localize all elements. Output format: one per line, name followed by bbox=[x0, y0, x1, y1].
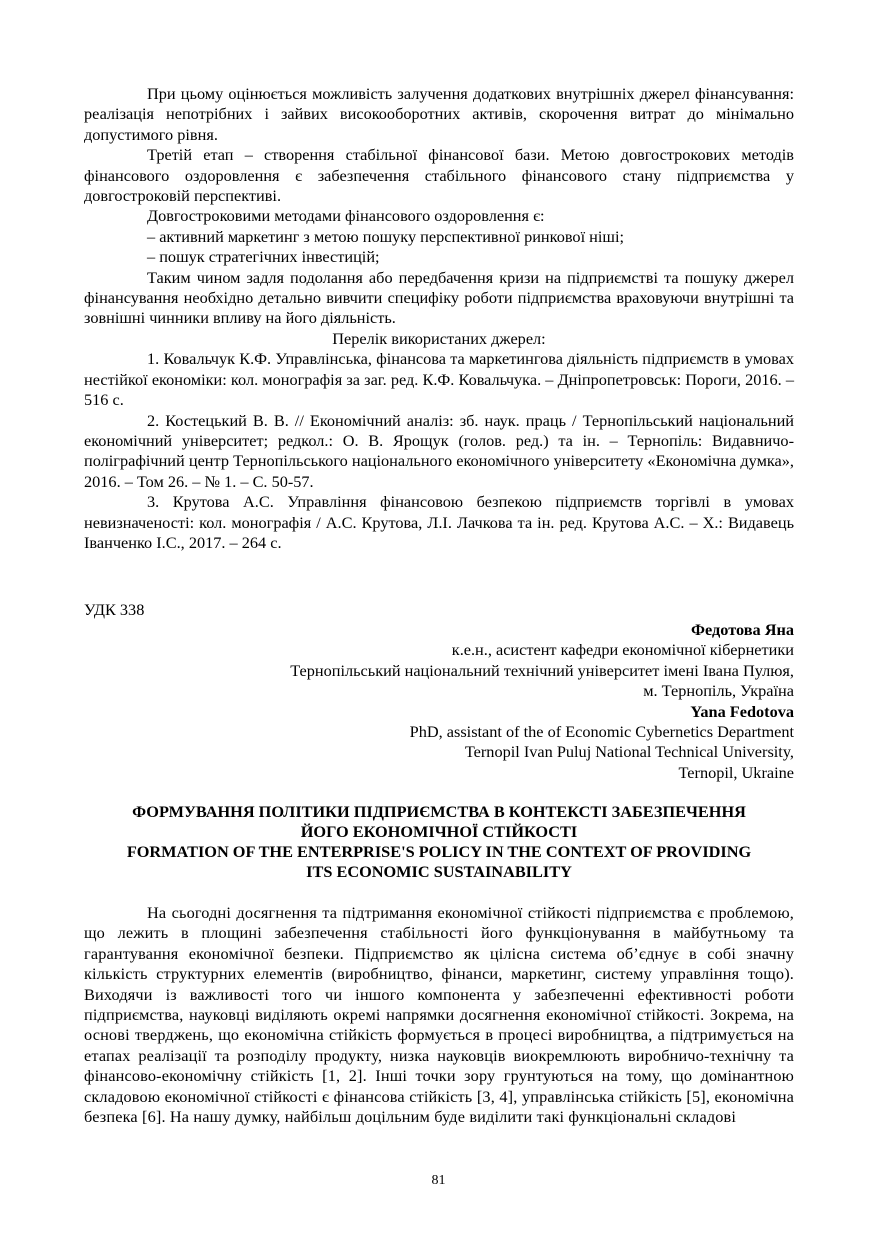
author-affiliation-en: Ternopil Ivan Puluj National Technical University, bbox=[464, 742, 794, 762]
author-city-ua: м. Тернопіль, Україна bbox=[643, 681, 794, 701]
author-block bbox=[84, 620, 794, 783]
paragraph-long-term-methods: Довгостроковими методами фінансового оздоровлення є: bbox=[147, 206, 545, 226]
previous-article-ending bbox=[84, 84, 794, 553]
paragraph-third-stage: Третій етап – створення стабільної фінансової бази. Метою довгострокових методів фінансового оздоровлення є забезпечення стабільного фінансового стану підприємства у довгостроковій перспективі. bbox=[84, 145, 794, 206]
author-city-en: Ternopil, Ukraine bbox=[678, 762, 794, 782]
body-paragraph: На сьогодні досягнення та підтримання економічної стійкості підприємства є проблемою, що лежить в площині забезпечення стабільності його функціонування в майбутньому та гарантування економічної безпеки. Підприємство як цілісна система об’єднує в собі значну кількість структурних елементів (виробництво, фінанси, маркетинг, систему управління тощо). Виходячи із важливості того чи іншого компонента у забезпеченні ефективності роботи підприємства, науковці виділяють окремі напрямки досягнення економічної стійкості. Зокрема, на основі тверджень, що економічна стійкість формується в процесі виробництва, а підтримується на етапах реалізації та розподілу продукту, низка науковців виокремлюють виробничо-технічну та фінансово-економічну стійкість [1, 2]. Інші точки зору грунтуються на тому, що домінантною складовою економічної стійкості є фінансова стійкість [3, 4], управлінська стійкість [5], економічна безпека [6]. На нашу думку, найбільш доцільним буде виділити такі функціональні складові bbox=[84, 903, 794, 1127]
author-affiliation-ua: Тернопільський національний технічний університет імені Івана Пулюя, bbox=[290, 660, 794, 680]
author-position-en: PhD, assistant of the of Economic Cybernetics Department bbox=[409, 722, 794, 742]
title-ua-line1: ФОРМУВАННЯ ПОЛІТИКИ ПІДПРИЄМСТВА В КОНТЕКСТІ ЗАБЕЗПЕЧЕННЯ bbox=[132, 802, 746, 821]
title-ua-line2: ЙОГО ЕКОНОМІЧНОЇ СТІЙКОСТІ bbox=[300, 822, 578, 841]
reference-item: 2. Костецький В. В. // Економічний аналіз: зб. наук. праць / Тернопільський національний економічний університет; редкол.: О. В. Ярощук (голов. ред.) та ін. – Тернопіль: Видавничо-поліграфічний центр Тернопільського національного економічного університету «Економічна думка», 2016. – Том 26. – № 1. – С. 50-57. bbox=[84, 410, 794, 491]
author-position-ua: к.е.н., асистент кафедри економічної кібернетики bbox=[451, 640, 794, 660]
reference-item: 3. Крутова А.С. Управління фінансовою безпекою підприємств торгівлі в умовах невизначеності: кол. монографія / А.С. Крутова, Л.І. Лачкова та ін. ред. Крутова А.С. – Х.: Видавець Іванченко І.С., 2017. – 264 с. bbox=[84, 492, 794, 552]
title-en-line1: FORMATION OF THE ENTERPRISE'S POLICY IN THE CONTEXT OF PROVIDING bbox=[126, 842, 752, 861]
reference-item: 1. Ковальчук К.Ф. Управлінська, фінансова та маркетингова діяльність підприємств в умовах нестійкої економіки: кол. монографія за заг. ред. К.Ф. Ковальчука. – Дніпропетровськ: Пороги, 2016. – 516 с. bbox=[84, 349, 794, 410]
article-title bbox=[84, 802, 794, 882]
list-item-investments: – пошук стратегічних інвестицій; bbox=[147, 247, 380, 267]
page-number: 81 bbox=[431, 1173, 446, 1188]
author-name-en: Yana Fedotova bbox=[690, 701, 794, 721]
title-en-line2: ITS ECONOMIC SUSTAINABILITY bbox=[306, 862, 572, 881]
paragraph-additional-sources: При цьому оцінюється можливість залучення додаткових внутрішніх джерел фінансування: реалізація непотрібних і зайвих високооборотних активів, скорочення витрат до мінімально допустимого рівня. bbox=[84, 84, 794, 144]
list-item-marketing: – активний маркетинг з метою пошуку перспективної ринкової ніші; bbox=[147, 226, 624, 246]
references-heading: Перелік використаних джерел: bbox=[332, 328, 546, 348]
author-name-ua: Федотова Яна bbox=[691, 620, 794, 639]
article-body bbox=[84, 903, 794, 1127]
paragraph-conclusion: Таким чином задля подолання або передбачення кризи на підприємстві та пошуку джерел фінансування необхідно детально вивчити специфіку роботи підприємства враховуючи внутрішні та зовнішні чинники впливу на його діяльність. bbox=[84, 267, 794, 328]
udk-code: УДК 338 bbox=[84, 600, 145, 619]
